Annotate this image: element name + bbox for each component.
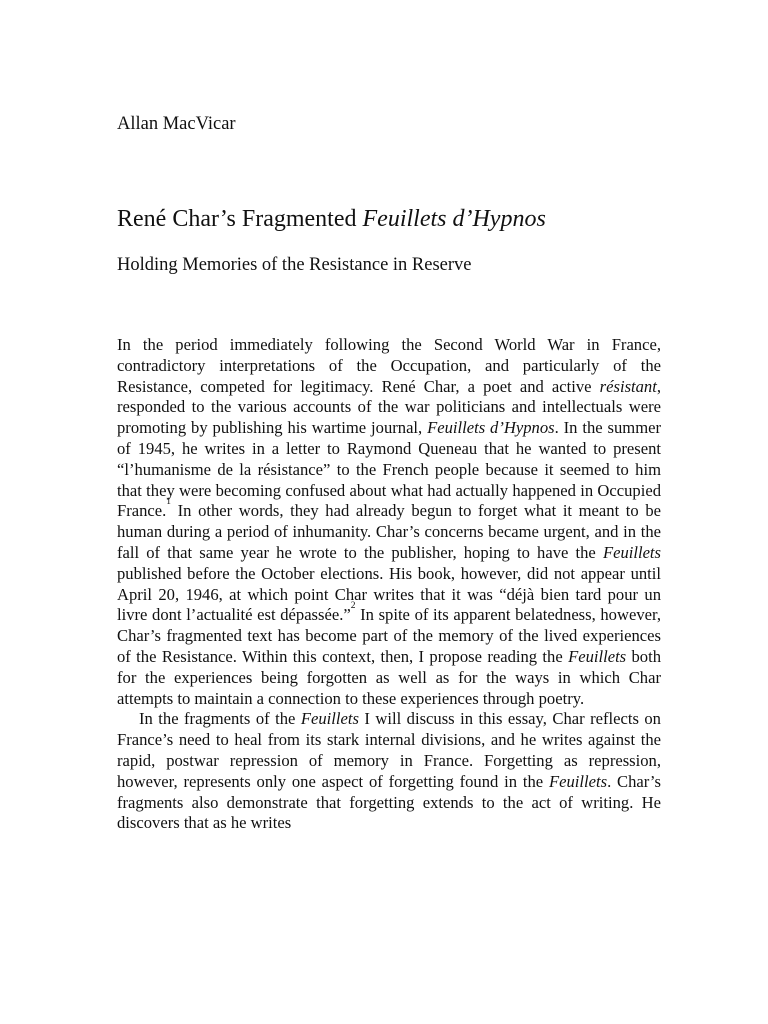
italic-run: Feuillets [568,646,627,666]
text-run: both for the experiences being forgotten as well as for the ways in which Char attempts to maintain a connection to these experiences through poetry. [117,646,662,708]
italic-run: Feuillets [549,771,608,791]
text-run: In the period immediately following the Second World War in France, contradictory interpretations of the Occupation, and particularly of the Resistance, competed for legitimacy. René Char, a poet and active [117,335,661,396]
footnote-ref-2[interactable]: 2 [350,600,356,611]
text-run: . Char’s fragments also demonstrate that forgetting extends to the act of writing. He discovers that as he writes [117,771,661,833]
article-title [117,204,546,234]
title-italic-part: Feuillets d’Hypnos [362,206,546,232]
text-run: . In the summer of 1945, he writes in a letter to Raymond Queneau that he wanted to present “l’humanisme de la résistance” to the French people because it seemed to him that they were becoming confused about what had actually happened in Occupied France. [117,418,661,521]
text-run: published before the October elections. His book, however, did not appear until April 20, 1946, at which point Char writes that it was “déjà bien tard pour un livre dont l’actualité est dépassée.” [117,563,661,625]
paragraph-2 [117,709,661,834]
title-plain-part: René Char’s Fragmented [117,206,363,232]
text-run: I will discuss in this essay, Char reflects on France’s need to heal from its stark internal divisions, and he writes against the rapid, postwar repression of memory in France. Forgetting as repression, however, represents only one aspect of forgetting found in the [117,709,661,791]
text-run: , responded to the various accounts of the war politicians and intellectuals were promoting by publishing his wartime journal, [117,376,661,438]
article-body [117,335,661,834]
article-subtitle: Holding Memories of the Resistance in Reserve [117,255,472,275]
italic-run: Feuillets d’Hypnos [427,418,555,438]
italic-run: Feuillets [602,542,661,562]
italic-run: Feuillets [300,709,359,729]
text-run: In spite of its apparent belatedness, however, Char’s fragmented text has become part of the memory of the lived experiences of the Resistance. Within this context, then, I propose reading the [117,605,661,666]
text-run: In other words, they had already begun to forget what it meant to be human during a period of inhumanity. Char’s concerns became urgent, and in the fall of that same year he wrote to the publisher, hoping to have the [117,501,661,562]
paragraph-1 [117,335,661,709]
italic-run: résistant [599,376,657,396]
text-run: In the fragments of the [139,709,301,729]
footnote-ref-1[interactable]: 1 [166,496,172,507]
author-name: Allan MacVicar [117,114,236,134]
